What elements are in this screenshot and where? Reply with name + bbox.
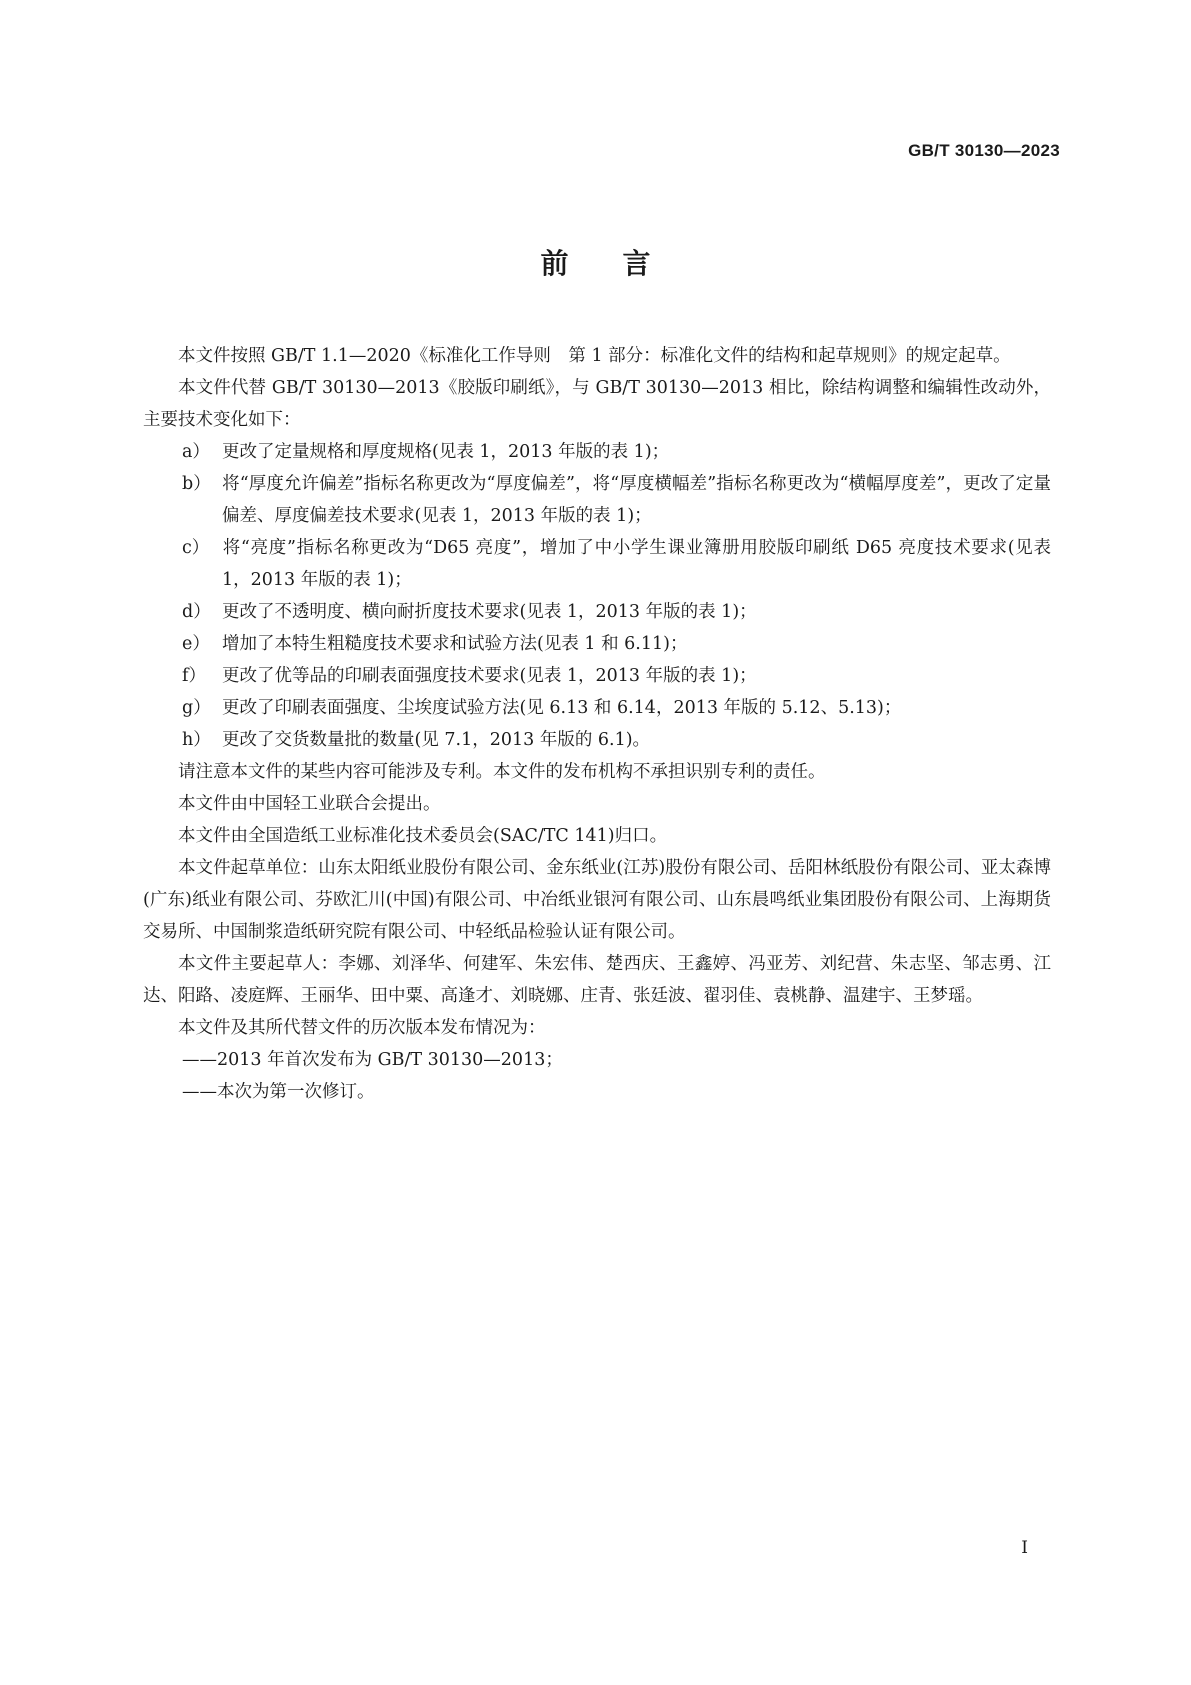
list-item-mark: e） (182, 634, 210, 654)
list-item-text: 增加了本特生粗糙度技术要求和试验方法(见表 1 和 6.11)； (222, 634, 688, 654)
page-number: I (1021, 1538, 1028, 1558)
list-item-mark: a） (182, 442, 210, 462)
list-item-mark: g） (182, 698, 211, 718)
standard-code: GB/T 30130—2023 (908, 141, 1060, 160)
paragraph-drafting-units: 本文件起草单位：山东太阳纸业股份有限公司、金东纸业(江苏)股份有限公司、岳阳林纸股份有限公司、亚太森博(广东)纸业有限公司、芬欧汇川(中国)有限公司、中冶纸业银河有限公司、山东晨鸣纸业集团股份有限公司、上海期货交易所、中国制浆造纸研究院有限公司、中轻纸品检验认证有限公司。 (143, 858, 1051, 942)
list-item-text: 更改了印刷表面强度、尘埃度试验方法(见 6.13 和 6.14，2013 年版的 5.12、5.13)； (222, 698, 902, 718)
foreword-body (143, 340, 1051, 1108)
paragraph-replacement: 本文件代替 GB/T 30130—2013《胶版印刷纸》，与 GB/T 30130—2013 相比，除结构调整和编辑性改动外，主要技术变化如下： (143, 378, 1051, 430)
history-item: ——本次为第一次修订。 (182, 1082, 375, 1102)
list-item (143, 468, 1051, 532)
list-item-text: 更改了优等品的印刷表面强度技术要求(见表 1，2013 年版的表 1)； (222, 666, 757, 686)
list-item-text: 更改了交货数量批的数量(见 7.1，2013 年版的 6.1)。 (222, 730, 651, 750)
list-item-text: 将“厚度允许偏差”指标名称更改为“厚度偏差”，将“厚度横幅差”指标名称更改为“横幅厚度差”，更改了定量偏差、厚度偏差技术要求(见表 1，2013 年版的表 1)； (222, 474, 1051, 526)
list-item-mark: c） (182, 538, 210, 558)
paragraph-patent-notice: 请注意本文件的某些内容可能涉及专利。本文件的发布机构不承担识别专利的责任。 (178, 762, 826, 782)
list-item (143, 660, 1051, 692)
paragraph-drafters: 本文件主要起草人：李娜、刘泽华、何建军、朱宏伟、楚西庆、王鑫婷、冯亚芳、刘纪营、朱志坚、邹志勇、江达、阳路、凌庭辉、王丽华、田中粟、高逢才、刘晓娜、庄青、张廷波、翟羽佳、袁桃静、温建宇、王梦瑶。 (143, 954, 1051, 1006)
list-item (143, 628, 1051, 660)
page-title: 前言 (540, 247, 705, 280)
list-item-mark: d） (182, 602, 211, 622)
paragraph-drafting-rules: 本文件按照 GB/T 1.1—2020《标准化工作导则 第 1 部分：标准化文件的结构和起草规则》的规定起草。 (178, 346, 1011, 366)
paragraph-history-intro: 本文件及其所代替文件的历次版本发布情况为： (178, 1018, 546, 1038)
paragraph-centralizer: 本文件由全国造纸工业标准化技术委员会(SAC/TC 141)归口。 (178, 826, 668, 846)
changes-list (143, 436, 1051, 756)
list-item-mark: h） (182, 730, 211, 750)
list-item-mark: f） (182, 666, 206, 686)
list-item (143, 436, 1051, 468)
list-item-text: 更改了不透明度、横向耐折度技术要求(见表 1，2013 年版的表 1)； (222, 602, 757, 622)
list-item (143, 724, 1051, 756)
list-item (143, 596, 1051, 628)
list-item (143, 692, 1051, 724)
list-item-text: 将“亮度”指标名称更改为“D65 亮度”，增加了中小学生课业簿册用胶版印刷纸 D65 亮度技术要求(见表 1，2013 年版的表 1)； (222, 538, 1051, 590)
history-item: ——2013 年首次发布为 GB/T 30130—2013； (182, 1050, 563, 1070)
paragraph-proposer: 本文件由中国轻工业联合会提出。 (178, 794, 441, 814)
history-list (143, 1044, 1051, 1108)
list-item-mark: b） (182, 474, 211, 494)
list-item-text: 更改了定量规格和厚度规格(见表 1，2013 年版的表 1)； (222, 442, 670, 462)
list-item (143, 532, 1051, 596)
